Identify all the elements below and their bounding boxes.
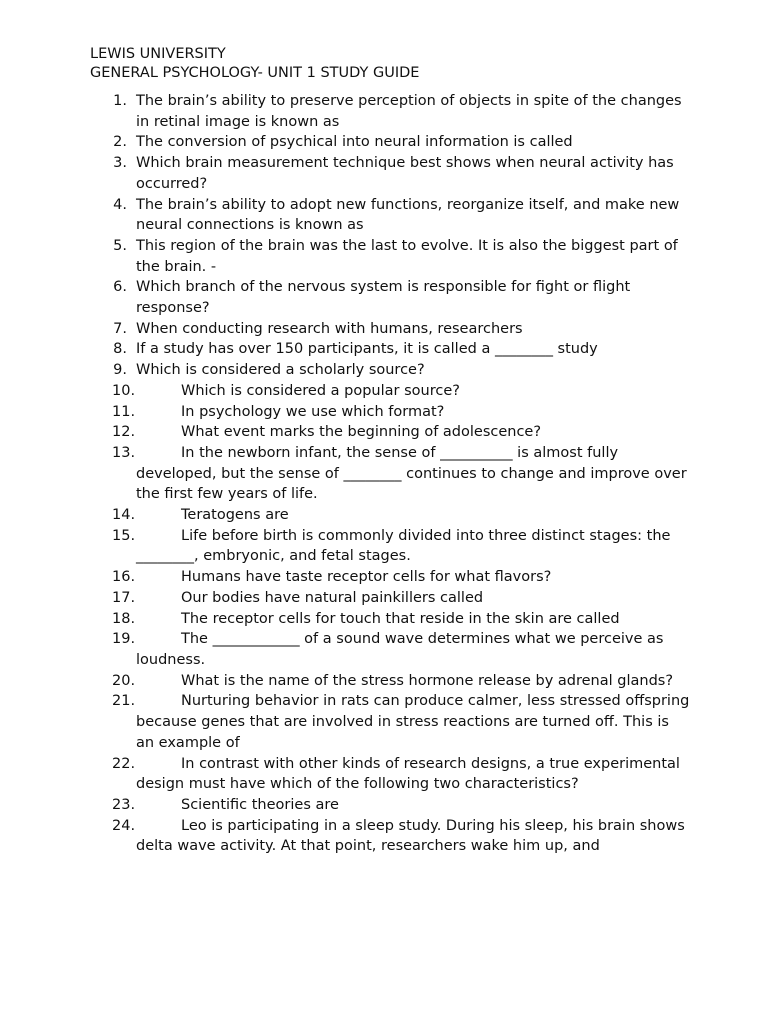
question-text: Nurturing behavior in rats can produce calmer, less stressed offspring because genes that are involved in stress reactions are turned off. This is an example of [136,693,690,751]
question-item [90,132,690,153]
question-item [90,443,690,505]
question-item [90,402,690,423]
question-number: 23. [112,796,136,813]
question-text: Which is considered a popular source? [181,382,460,399]
question-list [90,91,690,857]
question-number: 13. [112,444,136,461]
question-number: 5. [113,237,127,254]
question-number: 4. [113,196,127,213]
question-text: Which is considered a scholarly source? [136,362,425,379]
question-text: Which branch of the nervous system is responsible for fight or flight response? [136,279,631,317]
question-item [90,153,690,194]
question-number: 16. [112,569,136,586]
question-text: In contrast with other kinds of research designs, a true experimental design must have which of the following two characteristics? [136,755,680,793]
question-text: Leo is participating in a sleep study. During his sleep, his brain shows delta wave activity. At that point, researchers wake him up, and [136,817,685,855]
question-item [90,236,690,277]
question-number: 2. [113,134,127,151]
question-text: If a study has over 150 participants, it is called a ________ study [136,341,598,358]
question-text: What is the name of the stress hormone release by adrenal glands? [181,672,674,689]
question-item [90,339,690,360]
question-text: Scientific theories are [181,796,339,813]
question-number: 20. [112,672,136,689]
question-item [90,91,690,132]
question-item [90,567,690,588]
question-item [90,691,690,753]
question-text: The brain’s ability to preserve perception of objects in spite of the changes in retinal image is known as [136,93,682,130]
question-item [90,381,690,402]
question-item [90,629,690,670]
question-item [90,360,690,381]
question-number: 8. [113,341,127,358]
question-number: 21. [112,693,136,710]
question-text: What event marks the beginning of adolescence? [181,424,542,441]
question-item [90,816,690,857]
question-item [90,277,690,318]
question-item [90,588,690,609]
question-text: The receptor cells for touch that reside in the skin are called [181,610,620,627]
question-number: 10. [112,382,136,399]
question-text: In the newborn infant, the sense of __________ is almost fully developed, but the sense of ________ continues to change and improve over the first few years of life. [136,444,687,503]
page-title: GENERAL PSYCHOLOGY- UNIT 1 STUDY GUIDE [90,65,420,81]
question-text: Our bodies have natural painkillers called [181,589,484,606]
question-item [90,671,690,692]
question-number: 6. [113,279,127,296]
question-text: Which brain measurement technique best shows when neural activity has occurred? [136,155,674,192]
question-text: Teratogens are [181,507,289,524]
question-number: 11. [112,403,136,420]
question-number: 3. [113,155,127,172]
question-item [90,754,690,795]
question-text: The conversion of psychical into neural information is called [136,134,573,151]
question-number: 17. [112,589,136,606]
question-number: 19. [112,631,136,648]
question-text: The brain’s ability to adopt new functions, reorganize itself, and make new neural connections is known as [136,196,680,234]
question-number: 12. [112,424,136,441]
document-page [90,45,690,857]
question-number: 9. [113,362,127,379]
question-number: 24. [112,817,136,834]
question-text: When conducting research with humans, researchers [136,320,523,337]
question-number: 14. [112,507,136,524]
question-item [90,526,690,567]
question-item [90,609,690,630]
question-number: 18. [112,610,136,627]
question-number: 1. [113,93,127,109]
question-text: Life before birth is commonly divided into three distinct stages: the ________, embryonic, and fetal stages. [136,527,671,565]
question-item [90,505,690,526]
question-text: This region of the brain was the last to evolve. It is also the biggest part of the brain. - [136,237,678,275]
university-name: LEWIS UNIVERSITY [90,46,226,62]
question-number: 15. [112,527,136,544]
question-item [90,795,690,816]
question-number: 22. [112,755,136,772]
question-number: 7. [113,320,127,337]
question-text: In psychology we use which format? [181,403,445,420]
question-item [90,195,690,236]
question-text: The ____________ of a sound wave determines what we perceive as loudness. [136,631,664,668]
question-item [90,422,690,443]
question-item [90,319,690,340]
question-text: Humans have taste receptor cells for what flavors? [181,569,552,586]
